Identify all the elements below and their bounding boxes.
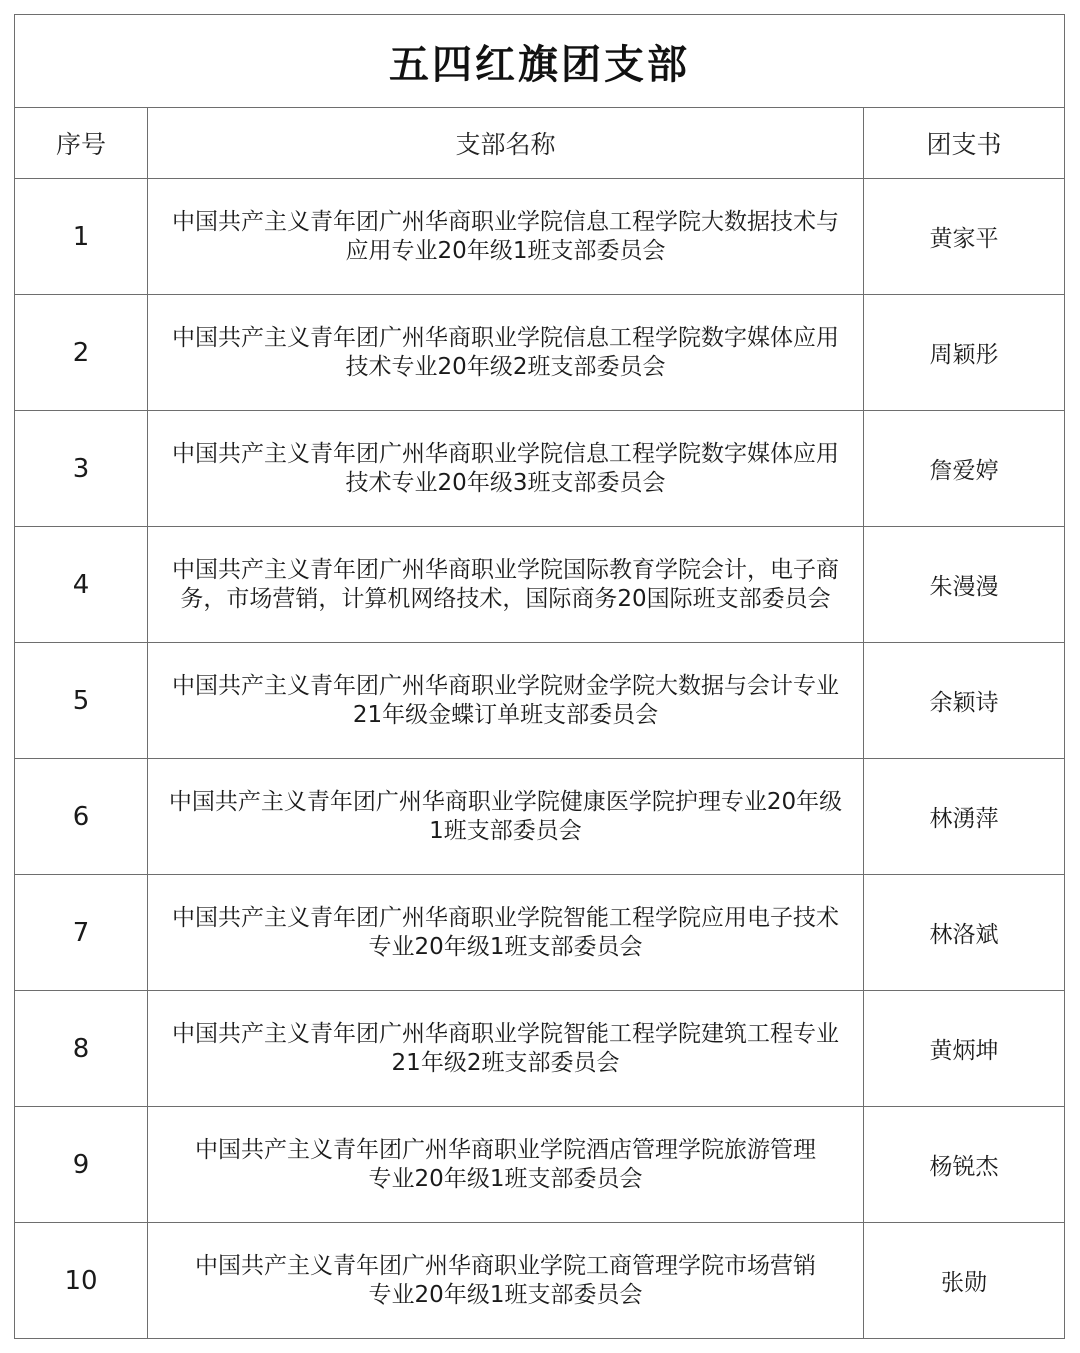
table-row (15, 411, 1065, 527)
table-row (15, 527, 1065, 643)
branch-name (148, 1107, 864, 1223)
row-number: 7 (15, 875, 148, 991)
table-row (15, 759, 1065, 875)
row-number: 9 (15, 1107, 148, 1223)
secretary-name: 林洛斌 (864, 875, 1065, 991)
table-row (15, 991, 1065, 1107)
branch-name-line: 专业20年级1班支部委员会 (368, 1165, 643, 1192)
row-number: 10 (15, 1223, 148, 1339)
branch-name-line: 中国共产主义青年团广州华商职业学院国际教育学院会计，电子商 (172, 556, 839, 583)
secretary-name: 杨锐杰 (864, 1107, 1065, 1223)
table-row (15, 643, 1065, 759)
branch-name (148, 295, 864, 411)
branch-table (14, 14, 1065, 1339)
branch-name-line: 技术专业20年级2班支部委员会 (345, 353, 666, 380)
table-row (15, 1223, 1065, 1339)
row-number: 5 (15, 643, 148, 759)
branch-name-line: 中国共产主义青年团广州华商职业学院工商管理学院市场营销 (195, 1252, 816, 1279)
branch-name-line: 中国共产主义青年团广州华商职业学院信息工程学院数字媒体应用 (172, 440, 839, 467)
award-list-sheet (14, 14, 1064, 1339)
row-number: 2 (15, 295, 148, 411)
branch-name-line: 中国共产主义青年团广州华商职业学院酒店管理学院旅游管理 (195, 1136, 816, 1163)
row-number: 6 (15, 759, 148, 875)
table-row (15, 1107, 1065, 1223)
branch-name-line: 中国共产主义青年团广州华商职业学院智能工程学院建筑工程专业 (172, 1020, 839, 1047)
branch-name-line: 中国共产主义青年团广州华商职业学院信息工程学院大数据技术与 (172, 208, 839, 235)
row-number: 1 (15, 179, 148, 295)
header-row (15, 108, 1065, 179)
branch-name-line: 应用专业20年级1班支部委员会 (345, 237, 666, 264)
page-title: 五四红旗团支部 (15, 15, 1065, 108)
secretary-name: 黄家平 (864, 179, 1065, 295)
branch-name (148, 759, 864, 875)
secretary-name: 张勋 (864, 1223, 1065, 1339)
branch-name (148, 527, 864, 643)
branch-name-line: 中国共产主义青年团广州华商职业学院健康医学院护理专业20年级 (168, 788, 843, 815)
branch-name (148, 643, 864, 759)
branch-name-line: 专业20年级1班支部委员会 (368, 933, 643, 960)
branch-name (148, 991, 864, 1107)
table-row (15, 295, 1065, 411)
title-row (15, 15, 1065, 108)
branch-name (148, 411, 864, 527)
secretary-name: 林湧萍 (864, 759, 1065, 875)
header-branch-name: 支部名称 (148, 108, 864, 179)
branch-name (148, 875, 864, 991)
branch-name-line: 中国共产主义青年团广州华商职业学院信息工程学院数字媒体应用 (172, 324, 839, 351)
table-row (15, 875, 1065, 991)
branch-name-line: 中国共产主义青年团广州华商职业学院财金学院大数据与会计专业 (172, 672, 839, 699)
branch-name-line: 技术专业20年级3班支部委员会 (345, 469, 666, 496)
branch-name-line: 中国共产主义青年团广州华商职业学院智能工程学院应用电子技术 (172, 904, 839, 931)
branch-name-line: 1班支部委员会 (429, 817, 582, 844)
secretary-name: 余颖诗 (864, 643, 1065, 759)
branch-name-line: 务，市场营销，计算机网络技术，国际商务20国际班支部委员会 (180, 585, 831, 612)
row-number: 8 (15, 991, 148, 1107)
secretary-name: 詹爱婷 (864, 411, 1065, 527)
branch-name-line: 21年级金蝶订单班支部委员会 (352, 701, 659, 728)
secretary-name: 周颖彤 (864, 295, 1065, 411)
secretary-name: 黄炳坤 (864, 991, 1065, 1107)
secretary-name: 朱漫漫 (864, 527, 1065, 643)
branch-name (148, 179, 864, 295)
table-row (15, 179, 1065, 295)
row-number: 3 (15, 411, 148, 527)
row-number: 4 (15, 527, 148, 643)
branch-name-line: 专业20年级1班支部委员会 (368, 1281, 643, 1308)
header-secretary: 团支书 (864, 108, 1065, 179)
branch-name (148, 1223, 864, 1339)
header-no: 序号 (15, 108, 148, 179)
branch-name-line: 21年级2班支部委员会 (391, 1049, 620, 1076)
